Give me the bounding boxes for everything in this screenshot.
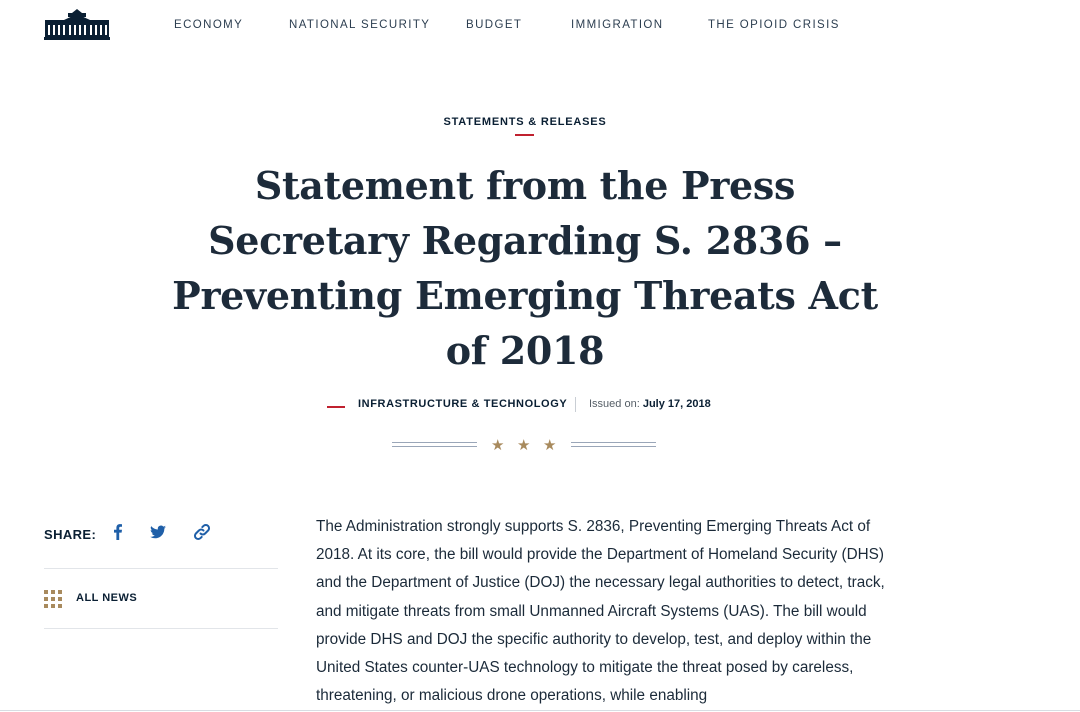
issued-on [589, 398, 711, 410]
divider-line-left [392, 442, 477, 447]
meta-separator [575, 397, 576, 412]
sidebar-divider [44, 568, 278, 569]
bottom-border [0, 710, 1080, 711]
star-divider [392, 438, 656, 454]
link-icon[interactable] [192, 522, 212, 542]
sidebar-divider [44, 628, 278, 629]
article-body: The Administration strongly supports S. 2836, Preventing Emerging Threats Act of 2018. At its core, the bill would provide the Department of Homeland Security (DHS) and the Department of Justice (DOJ) the necessary legal authorities to detect, track, and mitigate threats from small Unmanned Aircraft Systems (UAS). The bill would provide DHS and DOJ the specific authority to develop, test, and deploy within the United States counter-UAS technology to mitigate the threat posed by careless, threatening, or malicious drone operations, while enabling [316, 518, 885, 705]
facebook-icon[interactable] [108, 522, 128, 542]
top-navigation [0, 0, 1080, 52]
category-underline [515, 134, 534, 136]
issued-label: Issued on: [589, 398, 640, 410]
issue-tag-link[interactable]: INFRASTRUCTURE & TECHNOLOGY [358, 398, 568, 410]
nav-immigration[interactable]: IMMIGRATION [571, 19, 664, 31]
star-icon: ★ [491, 437, 505, 454]
white-house-icon[interactable] [44, 8, 110, 40]
grid-icon[interactable] [44, 590, 62, 608]
nav-opioid-crisis[interactable]: THE OPIOID CRISIS [708, 19, 840, 31]
twitter-icon[interactable] [148, 522, 168, 542]
all-news-link[interactable]: ALL NEWS [76, 592, 138, 604]
share-label: SHARE: [44, 527, 97, 542]
nav-economy[interactable]: ECONOMY [174, 19, 244, 31]
star-icon: ★ [517, 437, 531, 454]
divider-line-right [571, 442, 656, 447]
issued-date: July 17, 2018 [642, 398, 711, 410]
star-icon: ★ [543, 437, 557, 454]
page-title: Statement from the Press Secretary Regarding S. 2836 – Preventing Emerging Threats Act of 2018 [172, 163, 878, 373]
nav-national-security[interactable]: NATIONAL SECURITY [289, 19, 431, 31]
category-label[interactable]: STATEMENTS & RELEASES [443, 116, 607, 128]
nav-budget[interactable]: BUDGET [466, 19, 523, 31]
meta-accent-rule [327, 406, 345, 408]
article-meta [0, 398, 1080, 414]
